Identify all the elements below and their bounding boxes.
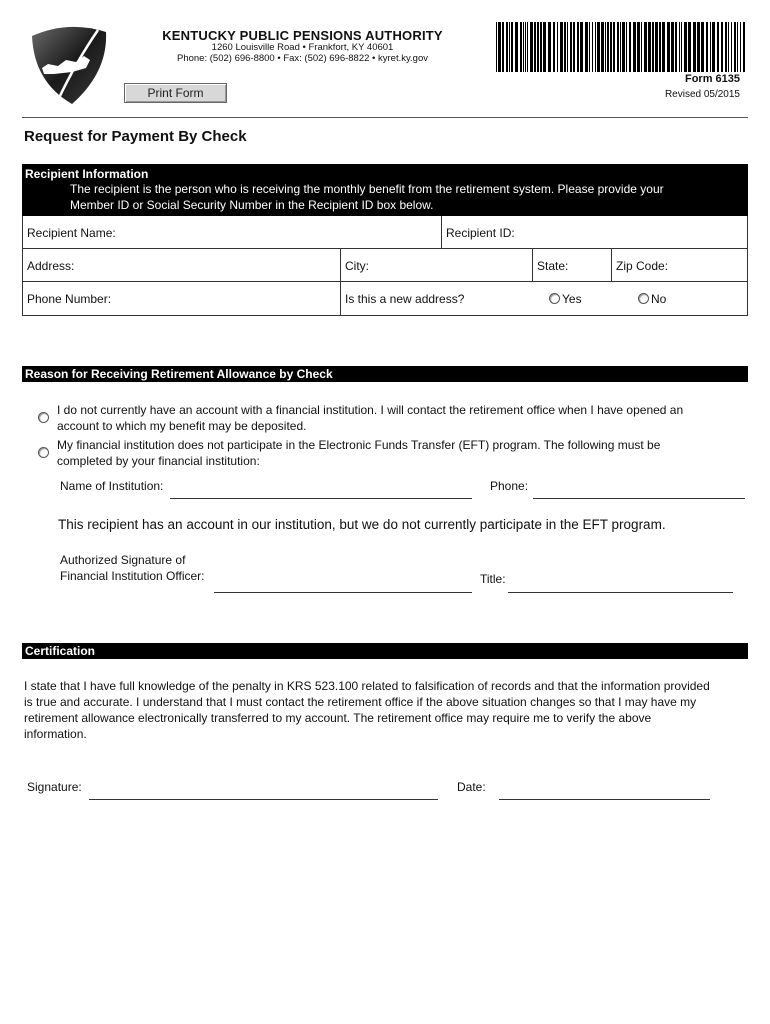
officer-label-line-2: Financial Institution Officer: <box>60 569 205 583</box>
new-address-question <box>341 282 541 315</box>
option-2-line-2: completed by your financial institution: <box>57 454 260 468</box>
new-address-no-option[interactable] <box>634 282 694 315</box>
option-no-account-text <box>57 402 683 434</box>
institution-phone-line[interactable] <box>533 498 745 499</box>
new-address-yes-option[interactable] <box>545 282 605 315</box>
certification-text <box>24 678 748 742</box>
option-no-eft-text <box>57 437 660 469</box>
reason-section-header: Reason for Receiving Retirement Allowance by Check <box>22 366 748 382</box>
option-2-line-1: My financial institution does not participate in the Electronic Funds Transfer (EFT) program. The following must be <box>57 438 661 452</box>
institution-name-label: Name of Institution: <box>60 479 164 493</box>
institution-name-line[interactable] <box>170 498 472 499</box>
state-label: State: <box>537 258 569 273</box>
officer-signature-label <box>60 552 205 584</box>
print-form-button[interactable]: Print Form <box>124 83 227 103</box>
no-label: No <box>651 291 667 306</box>
form-number: Form 6135 <box>684 73 740 85</box>
recipient-id-label: Recipient ID: <box>446 225 515 240</box>
option-no-account-radio-icon[interactable] <box>38 412 49 423</box>
phone-number-field[interactable] <box>23 282 340 315</box>
signature-label: Signature: <box>27 780 82 794</box>
certification-line-2: is true and accurate. I understand that I must contact the retirement office if the above situation changes so that I may have my <box>24 695 697 709</box>
zip-code-label: Zip Code: <box>616 258 669 273</box>
recipient-row-phone <box>23 282 747 315</box>
form-title: Request for Payment By Check <box>24 128 247 145</box>
date-line[interactable] <box>499 799 710 800</box>
no-radio-icon[interactable] <box>638 293 649 304</box>
recipient-name-field[interactable] <box>23 216 441 249</box>
certification-line-4: information. <box>24 727 87 741</box>
recipient-heading: Recipient Information <box>25 167 149 181</box>
recipient-row-name <box>23 216 747 249</box>
officer-signature-line[interactable] <box>214 592 472 593</box>
officer-label-line-1: Authorized Signature of <box>60 553 186 567</box>
certification-section-header: Certification <box>22 643 748 659</box>
recipient-name-label: Recipient Name: <box>27 225 116 240</box>
institution-phone-label: Phone: <box>490 479 529 493</box>
date-label: Date: <box>457 780 486 794</box>
officer-title-label: Title: <box>480 572 506 586</box>
recipient-section-header <box>22 164 748 216</box>
recipient-fields-table <box>22 216 748 316</box>
recipient-id-field[interactable] <box>442 216 747 249</box>
kentucky-shield-logo-icon <box>28 22 110 106</box>
organization-name: KENTUCKY PUBLIC PENSIONS AUTHORITY <box>162 28 443 43</box>
state-field[interactable] <box>533 249 611 282</box>
yes-label: Yes <box>562 291 582 306</box>
address-label: Address: <box>27 258 75 273</box>
city-field[interactable] <box>341 249 532 282</box>
address-field[interactable] <box>23 249 340 282</box>
city-label: City: <box>345 258 369 273</box>
option-1-line-2: account to which my benefit may be deposited. <box>57 419 307 433</box>
revision-date: Revised 05/2015 <box>664 89 740 100</box>
option-1-line-1: I do not currently have an account with a financial institution. I will contact the retirement office when I have opened an <box>57 403 684 417</box>
eft-statement: This recipient has an account in our institution, but we do not currently participate in the EFT program. <box>58 517 666 532</box>
new-address-label: Is this a new address? <box>345 291 465 306</box>
certification-line-1: I state that I have full knowledge of the penalty in KRS 523.100 related to falsification of records and that the information provided <box>24 679 710 693</box>
zip-code-field[interactable] <box>612 249 747 282</box>
recipient-intro-line-1: The recipient is the person who is receiving the monthly benefit from the retirement system. Please provide your <box>70 182 664 196</box>
option-no-eft-radio-icon[interactable] <box>38 447 49 458</box>
organization-address: 1260 Louisville Road • Frankfort, KY 40601 <box>211 42 394 53</box>
recipient-intro-line-2: Member ID or Social Security Number in the Recipient ID box below. <box>70 198 434 212</box>
header-divider <box>22 117 748 118</box>
phone-number-label: Phone Number: <box>27 291 112 306</box>
barcode-icon <box>496 22 748 72</box>
organization-contact: Phone: (502) 696-8800 • Fax: (502) 696-8822 • kyret.ky.gov <box>177 53 428 64</box>
signature-line[interactable] <box>89 799 438 800</box>
recipient-row-address <box>23 249 747 282</box>
yes-radio-icon[interactable] <box>549 293 560 304</box>
certification-line-3: retirement allowance electronically transferred to my account. The retirement office may require me to verify the above <box>24 711 652 725</box>
officer-title-line[interactable] <box>508 592 733 593</box>
